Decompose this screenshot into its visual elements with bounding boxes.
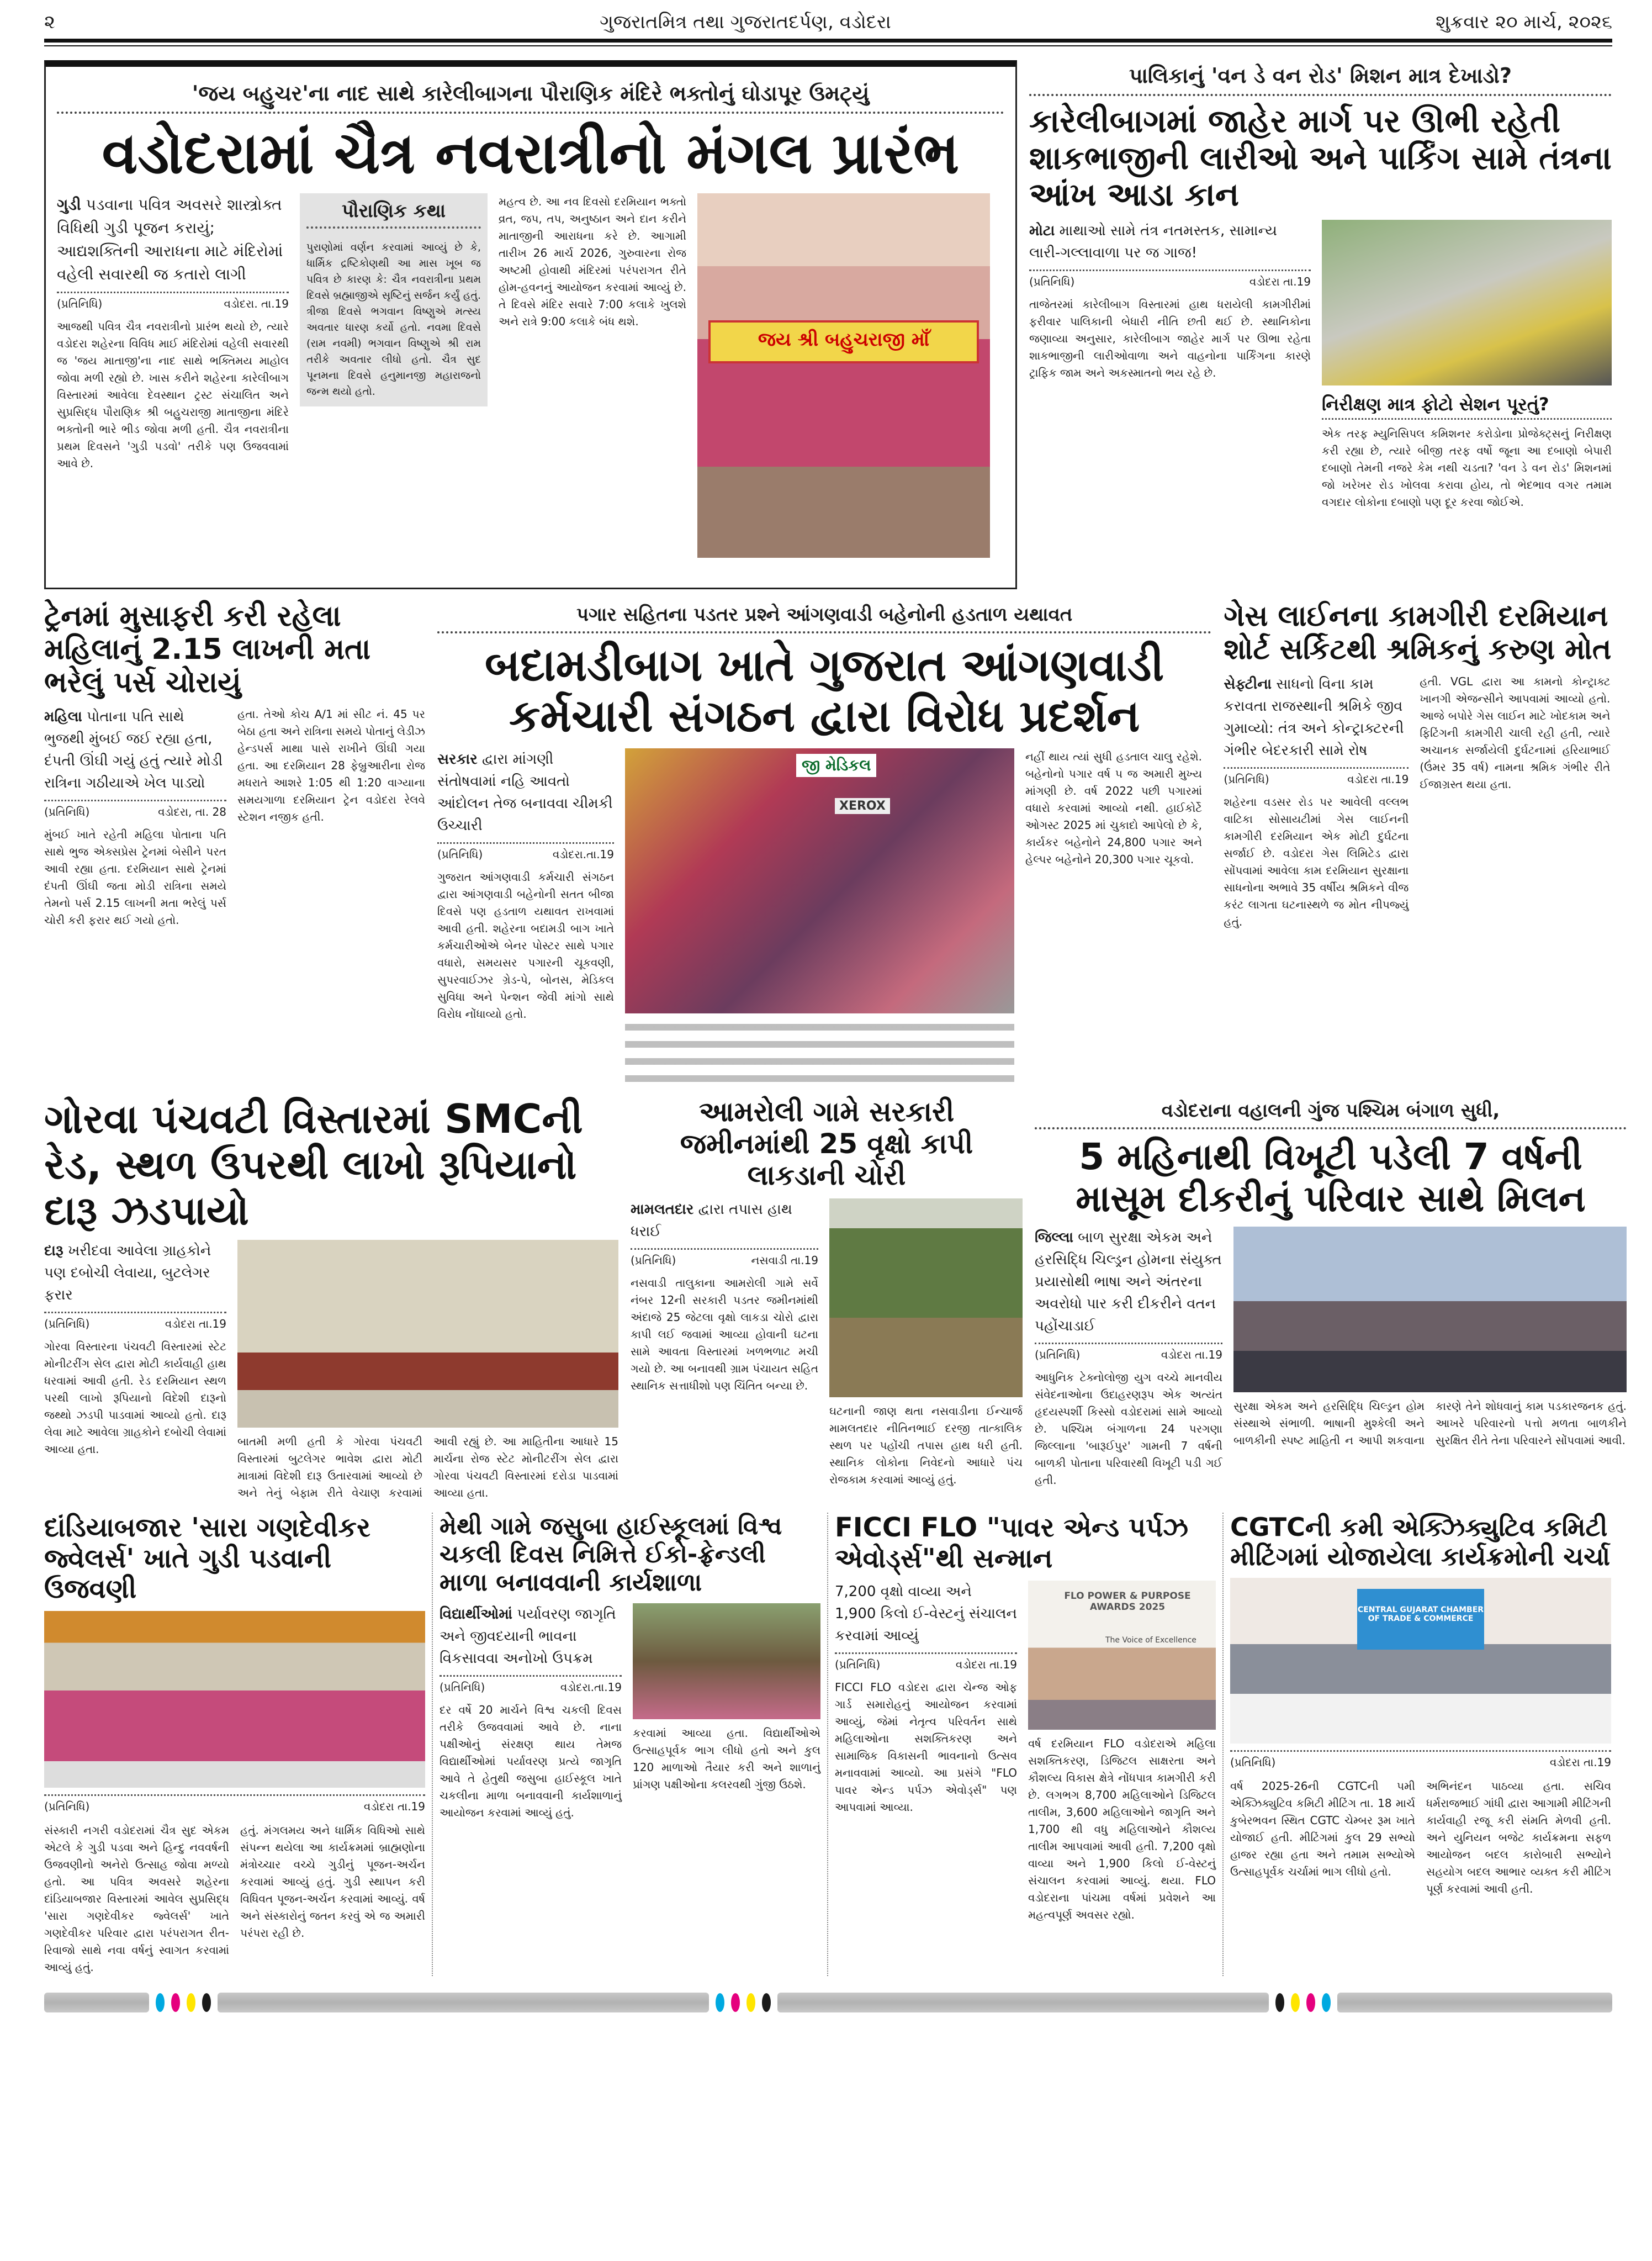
lead-bold: મામલતદાર bbox=[631, 1201, 694, 1218]
dateline-source: (પ્રતિનિધિ) bbox=[1035, 1348, 1081, 1361]
lead: દ્વારા માંગણી સંતોષવામાં નહિ આવતો આંદોલન તેજ બનાવવા ચીમકી ઉચ્ચારી bbox=[437, 751, 613, 834]
body-text-2: હતા. તેઓ કોચ A/1 માં સીટ નં. 45 પર બેઠા હતા અને રાત્રિના સમયે પોતાનું લેડીઝ હેન્ડપર્સ માથા પાસે રાખીને ઊંઘી ગયા હતા. આ દરમિયાન 28 ફેબ્રુઆરીના રોજ મધરાતે આશરે 1:05 થી 1:20 વાગ્યાના સમયગાળા દરમિયાન ટ્રેન વડોદરા રેલવે સ્ટેશન નજીક હતી. bbox=[237, 707, 425, 824]
dateline-place: નસવાડી તા.19 bbox=[751, 1253, 818, 1267]
dateline-source: (પ્રતિનિધિ) bbox=[57, 297, 103, 310]
dateline-place: વડોદરા તા.19 bbox=[1161, 1348, 1222, 1361]
kicker: પાલિકાનું 'વન ડે વન રોડ' મિશન માત્ર દેખાડો? bbox=[1029, 60, 1612, 96]
sidebar-body: પુરાણોમાં વર્ણન કરવામાં આવ્યું છે કે, ધાર્મિક દ્રષ્ટિકોણથી આ માસ ખૂબ જ પવિત્ર છે કારણ કે: ચૈત્ર નવરાત્રીના પ્રથમ દિવસે બ્રહ્માજીએ સૃષ્ટિનું સર્જન કર્યું હતું. ત્રીજા દિવસે ભગવાન વિષ્ણુએ મત્સ્ય અવતાર ધારણ કર્યો હતો. નવમા દિવસે (રામ નવમી) ભગવાન વિષ્ણુએ શ્રી રામ તરીકે અવતાર લીધો હતો. ચૈત્ર સુદ પૂનમના દિવસે હનુમાનજી મહારાજનો જન્મ થયો હતો. bbox=[306, 241, 481, 398]
sidebar-title: પૌરાણિક કથા bbox=[306, 200, 481, 229]
shop-sign-2: XEROX bbox=[835, 798, 890, 814]
award-caption: The Voice of Excellence bbox=[1105, 1635, 1196, 1645]
magenta-mark bbox=[1306, 1993, 1315, 2012]
body-text: ગોરવા વિસ્તારના પંચવટી વિસ્તારમાં સ્ટેટ મોનીટરીંગ સેલ દ્વારા મોટી કાર્યવાહી હાથ ધરવામાં આવી હતી. રેડ દરમિયાન સ્થળ પરથી લાખો રૂપિયાનો વિદેશી દારૂનો જથ્થો ઝડપી પાડવામાં આવ્યો હતો. દારૂ લેવા માટે આવેલા ગ્રાહકોને દબોચી લેવામાં આવ્યા હતા. bbox=[44, 1340, 226, 1456]
body-text: વર્ષ 2025-26ની CGTCની ૫મી એક્ઝિક્યુટિવ કમિટી મીટિંગ તા. 18 માર્ચ કુબેરભવન સ્થિત CGTC ચેમ્બર રૂમ ખાતે યોજાઈ હતી. મીટિંગમાં કુલ 29 સભ્યો હાજર રહ્યા હતા અને તમામ સભ્યોએ ઉત્સાહપૂર્વક ચર્ચામાં ભાગ લીધો હતો. bbox=[1230, 1779, 1415, 1879]
lead-bold: મહિલા bbox=[44, 709, 82, 726]
body-text: FICCI FLO વડોદરા દ્વારા ચેન્જ ઓફ ગાર્ડ સમારોહનું આયોજન કરવામાં આવ્યું, જેમાં નેતૃત્વ પરિવર્તન સાથે મહિલાઓના સશક્તિકરણ અને સામાજિક વિકાસની ભાવનાનો ઉત્સવ મનાવવામાં આવ્યો. આ પ્રસંગે "FLO પાવર એન્ડ પર્પઝ એવોર્ડ્સ" પણ આપવામાં આવ્યા. bbox=[835, 1680, 1017, 1814]
dateline-place: વડોદરા તા.19 bbox=[1249, 275, 1311, 289]
body-text: દર વર્ષે 20 માર્ચને વિશ્વ ચકલી દિવસ તરીકે ઉજવવામાં આવે છે. નાના પક્ષીઓનું સંરક્ષણ થાય તેમજ વિદ્યાર્થીઓમાં પર્યાવરણ પ્રત્યે જાગૃતિ આવે તે હેતુથી જસુબા હાઈસ્કૂલ ખાતે ચકલીના માળા બનાવવાની કાર્યશાળાનું આયોજન કરવામાં આવ્યું હતું. bbox=[440, 1703, 622, 1820]
body-text-2: હતું. મંગલમય અને ધાર્મિક વિધિઓ સાથે સંપન્ન થયેલા આ કાર્યક્રમમાં બ્રાહ્મણોના મંત્રોચ્ચાર વચ્ચે ગુડીનું પૂજન-અર્ચન કરવામાં આવ્યું હતું. ગુડી સ્થાપન કરી વિધિવત પૂજન-અર્ચન કરવામાં આવ્યું. વર્ષ અને સંસ્કારોનું જતન કરવું એ જ અમારી પરંપરા રહી છે. bbox=[240, 1823, 425, 1940]
lead-bold: જિલ્લા bbox=[1035, 1229, 1074, 1246]
headline: કારેલીબાગમાં જાહેર માર્ગ પર ઊભી રહેતી શાકભાજીની લારીઓ અને પાર્કિંગ સામે તંત્રના આંખ આડા કાન bbox=[1029, 102, 1612, 214]
article-sparrow-day bbox=[440, 1513, 820, 1821]
registration-bar bbox=[44, 1993, 149, 2012]
award-photo bbox=[1028, 1581, 1216, 1730]
headline: FICCI FLO "પાવર એન્ડ પર્પઝ એવોર્ડ્સ"થી સન્માન bbox=[835, 1512, 1189, 1574]
lead-bold: દારૂ bbox=[44, 1243, 63, 1260]
lead: માથાઓ સામે તંત્ર નતમસ્તક, સામાન્ય લારી-ગલ્લાવાળા પર જ ગાજ! bbox=[1029, 223, 1277, 262]
celebration-photo bbox=[44, 1611, 425, 1788]
body-text: સંસ્કારી નગરી વડોદરામાં ચૈત્ર સુદ એકમ એટલે કે ગુડી પડવા અને હિન્દુ નવવર્ષની ઉજવણીનો અનેરો ઉત્સાહ જોવા મળ્યો હતો. આ પવિત્ર અવસરે શહેરના દાંડિયાબજાર વિસ્તારમાં આવેલ સુપ્રસિદ્ધ 'સારા ગણદેવીકર જ્વેલર્સ' ખાતે ગણદેવીકર પરિવાર દ્વારા પરંપરાગત રીત-રિવાજો સાથે નવા વર્ષનું સ્વાગત કરવામાં આવ્યું હતું. bbox=[44, 1823, 229, 1974]
print-registration-strip bbox=[44, 1993, 1612, 2012]
body-text: ગુજરાત આંગણવાડી કર્મચારી સંગઠન દ્વારા આંગણવાડી બહેનોની સતત બીજા દિવસે પણ હડતાળ યથાવત રાખવામાં આવી હતી. શહેરના બદામડી બાગ ખાતે કર્મચારીઓએ બેનર પોસ્ટર સાથે પગાર વધારો, સમયસર પગારની ચૂકવણી, સુપરવાઈઝર ગ્રેડ-પે, બોનસ, મેડિકલ સુવિધા અને પેન્શન જેવી માંગો સાથે વિરોધ નોંધાવ્યો હતો. bbox=[437, 870, 614, 1021]
headline: દાંડિયાબજાર 'સારા ગણદેવીકર જ્વેલર્સ' ખાતે ગુડી પડવાની ઉજવણી bbox=[44, 1512, 370, 1604]
kicker: 'જય બહુચર'ના નાદ સાથે કારેલીબાગના પૌરાણિક મંદિરે ભક્તોનું ઘોડાપૂર ઉમટ્યું bbox=[57, 78, 1004, 114]
meeting-photo bbox=[1230, 1578, 1611, 1744]
meeting-banner: CENTRAL GUJARAT CHAMBER OF TRADE & COMMERCE bbox=[1357, 1589, 1484, 1650]
article-ficci-flo bbox=[835, 1513, 1216, 1923]
headline: મેથી ગામે જસુબા હાઈસ્કૂલમાં વિશ્વ ચકલી દિવસ નિમિત્તે ઈકો-ફ્રેન્ડલી માળા બનાવવાની કાર્યશાળા bbox=[440, 1512, 782, 1597]
registration-bar bbox=[777, 1993, 1269, 2012]
registration-bar bbox=[218, 1993, 709, 2012]
headline: CGTCની કમી એક્ઝિક્યુટિવ કમિટી મીટિંગમાં યોજાયેલા કાર્યક્રમોની ચર્ચા bbox=[1230, 1512, 1611, 1572]
lead: પોતાના પતિ સાથે ભુજથી મુંબઈ જઈ રહ્યા હતા, દંપતી ઊંઘી ગયું હતું ત્યારે મોડી રાત્રિના ગઠીયાએ ખેલ પાડ્યો bbox=[44, 709, 223, 792]
lead: પર્યાવરણ જાગૃતિ અને જીવદયાની ભાવના વિકસાવવા અનોખો ઉપક્રમ bbox=[440, 1606, 616, 1667]
article-train-theft bbox=[44, 600, 425, 929]
body-text: આજથી પવિત્ર ચૈત્ર નવરાત્રીનો પ્રારંભ થયો છે, ત્યારે વડોદરા શહેરના વિવિધ માઈ મંદિરોમાં વહેલી સવારથી જ 'જય માતાજી'ના નાદ સાથે ભક્તિમય માહોલ જોવા મળી રહ્યો છે. ખાસ કરીને શહેરના કારેલીબાગ વિસ્તારમાં આવેલા દેવસ્થાન ટ્રસ્ટ સંચાલિત અને સુપ્રસિદ્ધ પૌરાણિક શ્રી બહુચરાજી માતાજીના મંદિરે ભક્તોની ભારે ભીડ જોવા મળી હતી. ચૈત્ર નવરાત્રીના પ્રથમ દિવસને 'ગુડી પડવો' તરીકે પણ ઉજવવામાં આવે છે. bbox=[57, 319, 289, 470]
body-text-columns bbox=[625, 1019, 1014, 1085]
headline: બદામડીબાગ ખાતે ગુજરાત આંગણવાડી કર્મચારી સંગઠન દ્વારા વિરોધ પ્રદર્શન bbox=[485, 640, 1164, 742]
page-header bbox=[44, 6, 1612, 43]
body-text-2: મહત્વ છે. આ નવ દિવસો દરમિયાન ભક્તો વ્રત, જપ, તપ, અનુષ્ઠાન અને દાન કરીને માતાજીની આરાધના કરે છે. આગામી તારીખ 26 માર્ચ 2026, ગુરુવારના રોજ અષ્ટમી હોવાથી મંદિરમાં પરંપરાગત રીતે હોમ-હવનનું આયોજન કરવામાં આવ્યું છે. તે દિવસે મંદિર સવારે 7:00 કલાકે ખુલશે અને રાત્રે 9:00 કલાકે બંધ થશે. bbox=[499, 194, 686, 328]
black-mark bbox=[762, 1993, 771, 2012]
publication-name: ગુજરાતમિત્ર તથા ગુજરાતદર્પણ, વડોદરા bbox=[600, 11, 891, 33]
body-text: શહેરના વડસર રોડ પર આવેલી વલ્લભ વાટિકા સોસાયટીમાં ગેસ લાઈનની કામગીરી દરમિયાન એક મોટી દુર્ઘટના સર્જાઈ છે. વડોદરા ગેસ લિમિટેડ દ્વારા સોંપવામાં આવેલા કામ દરમિયાન સુરક્ષાના સાધનોના અભાવે 35 વર્ષીય શ્રમિકને વીજ કરંટ લાગતા ઘટનાસ્થળે જ મોત નીપજ્યું હતું. bbox=[1224, 795, 1409, 928]
headline: ગેસ લાઈનના કામગીરી દરમિયાન શોર્ટ સર્કિટથી શ્રમિકનું કરુણ મોત bbox=[1224, 600, 1612, 666]
body-text: તાજેતરમાં કારેલીબાગ વિસ્તારમાં હાથ ધરાયેલી કામગીરીમાં ફરીવાર પાલિકાની બેધારી નીતિ છતી થઈ છે. સ્થાનિકોના જણાવ્યા અનુસાર, કારેલીબાગ જાહેર માર્ગ પર ઊભા રહેતા શાકભાજીની લારીઓવાળા અને વાહનોના પાર્કિંગના કારણે ટ્રાફિક જામ અને અકસ્માતનો ભય રહે છે. bbox=[1029, 298, 1311, 380]
reunion-photo bbox=[1233, 1227, 1627, 1392]
body-text: આધુનિક ટેક્નોલોજી યુગ વચ્ચે માનવીય સંવેદનાઓના ઉદાહરણરૂપ એક અત્યંત હૃદયસ્પર્શી કિસ્સો વડોદરામાં સામે આવ્યો છે. પશ્ચિમ બંગાળના 24 પરગણા જિલ્લાના 'બારૂઈપુર' ગામની 7 વર્ષની બાળકી પોતાના પરિવારથી વિખૂટી પડી ગઈ હતી. bbox=[1035, 1370, 1222, 1487]
article-gudi-padwa bbox=[44, 1513, 425, 1976]
row-3 bbox=[44, 1096, 1627, 1502]
lead: દ્વારા તપાસ હાથ ધરાઈ bbox=[631, 1201, 792, 1240]
page-number: ૨ bbox=[44, 11, 55, 33]
dateline-source: (પ્રતિનિધિ) bbox=[44, 1799, 90, 1813]
dateline-source: (પ્રતિનિધિ) bbox=[1224, 772, 1269, 786]
cyan-mark bbox=[1322, 1993, 1331, 2012]
article-smc-raid bbox=[44, 1096, 618, 1502]
cyan-mark bbox=[156, 1993, 165, 2012]
sidebar-legend bbox=[300, 193, 488, 406]
headline: ટ્રેનમાં મુસાફરી કરી રહેલા મહિલાનું 2.15 લાખની મતા ભરેલું પર્સ ચોરાયું bbox=[44, 600, 371, 699]
lead: બાળ સુરક્ષા એકમ અને હરસિદ્ધિ ચિલ્ડ્રન હોમના સંયુક્ત પ્રયાસોથી ભાષા અને અંતરના અવરોધો પાર કરી દીકરીને વતન પહોંચાડાઈ bbox=[1035, 1229, 1222, 1334]
lead: સાધનો વિના કામ કરાવતા રાજસ્થાની શ્રમિકે જીવ ગુમાવ્યો: તંત્ર અને કોન્ટ્રાક્ટરની ગંભીર બેદરકારી સામે રોષ bbox=[1224, 675, 1404, 759]
dateline-place: વડોદરા તા.19 bbox=[955, 1657, 1017, 1671]
kicker: પગાર સહિતના પડતર પ્રશ્ને આંગણવાડી બહેનોની હડતાળ યથાવત bbox=[437, 600, 1211, 633]
row-1 bbox=[44, 60, 1612, 589]
body-text-2: એક તરફ મ્યુનિસિપલ કમિશનર કરોડોના પ્રોજેક્ટ્સનું નિરીક્ષણ કરી રહ્યા છે, ત્યારે બીજી તરફ વર્ષો જૂના આ દબાણો બેપારી દબાણો તેમની નજરે કેમ નથી ચડતા? 'વન ડે વન રોડ' મિશનમાં જો ખરેખર રોડ ખોલવા કરાવા હોય, તો ભેદભાવ વગર તમામ વગદાર લોકોના દબાણો પણ દૂર કરવા જોઈએ. bbox=[1322, 426, 1612, 509]
body-text-2: સુરક્ષા એકમ અને હરસિદ્ધિ ચિલ્ડ્રન હોમ સંસ્થાએ સંભાળી. ભાષાની મુશ્કેલી અને બાળકીની સ્પષ્ટ માહિતી ન આપી શકવાના કારણે તેને શોધવાનું કામ પડકારજનક હતું. આખરે પરિવારનો પત્તો મળતા બાળકીને સુરક્ષિત રીતે તેના પરિવારને સોંપવામાં આવી. bbox=[1233, 1399, 1627, 1447]
kicker: વડોદરાના વહાલની ગુંજ પશ્ચિમ બંગાળ સુધી, bbox=[1035, 1096, 1627, 1129]
issue-date: શુક્રવાર ૨૦ માર્ચ, ૨૦૨૬ bbox=[1436, 11, 1612, 33]
dateline-place: વડોદરા.તા.19 bbox=[552, 848, 614, 861]
body-text: મુંબઈ ખાતે રહેતી મહિલા પોતાના પતિ સાથે ભુજ એક્સપ્રેસ ટ્રેનમાં બેસીને પરત આવી રહ્યા હતા. દરમિયાન સાથે ટ્રેનમાં દંપતી ઊંઘી જતા મોડી રાત્રિના સમયે તેમનો પર્સ 2.15 લાખની મતા ભરેલું પર્સ ચોરી કરી ફરાર થઈ ગયો હતો. bbox=[44, 828, 226, 927]
protest-photo bbox=[625, 748, 1014, 1013]
body-text: નસવાડી તાલુકાના આમરોલી ગામે સર્વે નંબર 12ની સરકારી પડતર જમીનમાંથી અંદાજે 25 જેટલા વૃક્ષો લાકડા ચોરો દ્વારા કાપી લઈ જવામાં આવ્યા હોવાની ઘટના સામે આવતા વિસ્તારમાં ખળભળાટ મચી ગયો છે. આ બનાવથી ગ્રામ પંચાયત સહિત સ્થાનિક સત્તાધીશો પણ ચિંતિત બન્યા છે. bbox=[631, 1276, 818, 1392]
dateline-source: (પ્રતિનિધિ) bbox=[1230, 1756, 1276, 1769]
headline: ગોરવા પંચવટી વિસ્તારમાં SMCની રેડ, સ્થળ ઉપરથી લાખો રૂપિયાનો દારૂ ઝડપાયો bbox=[44, 1096, 583, 1234]
row-2 bbox=[44, 600, 1612, 1085]
headline: આમરોલી ગામે સરકારી જમીનમાંથી 25 વૃક્ષો કાપી લાકડાની ચોરી bbox=[680, 1096, 973, 1191]
black-mark bbox=[202, 1993, 211, 2012]
shop-sign: જી મેડિકલ bbox=[796, 754, 876, 777]
lead-bold: વિદ્યાર્થીઓમાં bbox=[440, 1606, 513, 1623]
headline: વડોદરામાં ચૈત્ર નવરાત્રીનો મંગલ પ્રારંભ bbox=[102, 119, 960, 187]
dateline-source: (પ્રતિનિધિ) bbox=[440, 1681, 485, 1694]
body-text-2: કરવામાં આવ્યા હતા. વિદ્યાર્થીઓએ ઉત્સાહપૂર્વક ભાગ લીધો હતો અને કુલ 120 માળાઓ તૈયાર કરી અને શાળાનું પ્રાંગણ પક્ષીઓના કલરવથી ગુંજી ઉઠશે. bbox=[633, 1726, 820, 1792]
yellow-mark bbox=[746, 1993, 755, 2012]
headline: 5 મહિનાથી વિખૂટી પડેલી 7 વર્ષની માસૂમ દીકરીનું પરિવાર સાથે મિલન bbox=[1076, 1135, 1586, 1220]
article-gas-line bbox=[1224, 600, 1612, 931]
magenta-mark bbox=[731, 1993, 740, 2012]
dateline-source: (પ્રતિનિધિ) bbox=[631, 1253, 676, 1267]
magenta-mark bbox=[171, 1993, 180, 2012]
article-navratri bbox=[44, 60, 1017, 589]
yellow-mark bbox=[1291, 1993, 1300, 2012]
dateline-source: (પ્રતિનિધિ) bbox=[835, 1657, 881, 1671]
body-text-2: વર્ષ દરમિયાન FLO વડોદરાએ મહિલા સશક્તિકરણ, ડિજિટલ સાક્ષરતા અને કૌશલ્ય વિકાસ ક્ષેત્રે નોંધપાત્ર કામગીરી કરી છે. લગભગ 8,700 મહિલાઓને ડિજિટલ તાલીમ, 3,600 મહિલાઓને જાગૃતિ અને 1,700 થી વધુ મહિલાઓને કૌશલ્ય તાલીમ આપવામાં આવી હતી. 7,200 વૃક્ષો વાવ્યા અને 1,900 કિલો ઈ-વેસ્ટનું સંચાલન કરવામાં આવ્યું. થયા. FLO વડોદરાના પાંચમા વર્ષમાં પ્રવેશને આ મહત્વપૂર્ણ અવસર રહ્યો. bbox=[1028, 1736, 1216, 1921]
lead-bold: મોટા bbox=[1029, 223, 1055, 240]
dateline-place: વડોદરા તા.19 bbox=[363, 1799, 425, 1813]
yellow-mark bbox=[187, 1993, 195, 2012]
cyan-mark bbox=[716, 1993, 724, 2012]
dateline-place: વડોદરા, તા. 28 bbox=[158, 805, 226, 819]
lead-bold: સરકાર bbox=[437, 751, 478, 768]
article-tree-theft bbox=[631, 1096, 1023, 1488]
dateline-source: (પ્રતિનિધિ) bbox=[44, 805, 90, 819]
award-title: FLO POWER & PURPOSE AWARDS 2025 bbox=[1064, 1590, 1191, 1613]
body-text-2: નહીં થાય ત્યાં સુધી હડતાલ ચાલુ રહેશે. બહેનોનો પગાર વર્ષ ૫ જ અમારી મુખ્ય માંગણી છે. વર્ષ 2022 પછી પગારમાં વધારો કરવામાં આવ્યો નથી. હાઈકોર્ટે ઓગસ્ટ 2025 માં ચુકાદો આપેલો છે કે, કાર્યકર બહેનોને 24,800 પગાર અને હેલ્પર બહેનોને 20,300 પગાર ચૂકવો. bbox=[1025, 750, 1202, 866]
dateline-source: (પ્રતિનિધિ) bbox=[437, 848, 483, 861]
dateline-place: વડોદરા તા.19 bbox=[1549, 1756, 1611, 1769]
raid-photo bbox=[237, 1240, 618, 1428]
body-text-2: ઘટનાની જાણ થતા નસવાડીના ઈન્ચાર્જ મામલતદાર નીતિનભાઈ દરજી તાત્કાલિક સ્થળ પર પહોંચી તપાસ હાથ ધરી હતી. સ્થાનિક લોકોના નિવેદનો આધારે પંચ રોજકામ કરવામાં આવ્યું હતું. bbox=[829, 1404, 1023, 1486]
temple-banner: જય શ્રી બહુચરાજી માઁ bbox=[708, 320, 979, 363]
article-vegetable-carts bbox=[1029, 60, 1612, 511]
lead: પડવાના પવિત્ર અવસરે શાસ્ત્રોક્ત વિધિથી ગુડી પૂજન કરાયું; આદ્યશક્તિની આરાધના માટે મંદિરોમાં વહેલી સવારથી જ કતારો લાગી bbox=[57, 195, 283, 283]
dateline-place: વડોદરા.તા.19 bbox=[560, 1681, 622, 1694]
article-cgtc bbox=[1230, 1513, 1611, 1898]
subhead: નિરીક્ષણ માત્ર ફોટો સેશન પૂરતું? bbox=[1322, 391, 1612, 420]
dateline-place: વડોદરા તા.19 bbox=[165, 1317, 226, 1331]
article-reunion bbox=[1035, 1096, 1627, 1489]
dateline-place: વડોદરા. તા.19 bbox=[224, 297, 289, 310]
column-divider bbox=[827, 1513, 828, 1976]
lead-bold: સેફ્ટીના bbox=[1224, 675, 1272, 693]
body-text-2: અભિનંદન પાઠવ્યા હતા. સચિવ ધર્મરાજભાઈ ગાંધી દ્વારા આગામી મીટિંગની કાર્યવાહી રજૂ કરી સંમતિ મેળવી હતી. અને યુનિયન બજેટ કાર્યક્રમના સફળ આયોજન બદલ કારોબારી સભ્યોને સહયોગ બદલ આભાર વ્યક્ત કરી મીટિંગ પૂર્ણ કરવામાં આવી હતી. bbox=[1426, 1779, 1611, 1896]
lead: 7,200 વૃક્ષો વાવ્યા અને 1,900 કિલો ઈ-વેસ્ટનું સંચાલન કરવામાં આવ્યું bbox=[835, 1583, 1017, 1644]
street-photo bbox=[1322, 220, 1612, 385]
body-text-2: હતી. VGL દ્વારા આ કામનો કોન્ટ્રાક્ટ ખાનગી એજન્સીને આપવામાં આવ્યો હતો. આજે બપોરે ગેસ લાઈન માટે ખોદકામ અને ફિટિંગની કામગીરી ચાલી રહી હતી, ત્યારે અચાનક સર્જાયેલી દુર્ઘટનામાં હરિયાભાઈ (ઉંમર 35 વર્ષ) નામના શ્રમિક ગંભીર રીતે ઈજાગ્રસ્ત થયા હતા. bbox=[1420, 674, 1611, 791]
dateline-source: (પ્રતિનિધિ) bbox=[44, 1317, 90, 1331]
article-anganwadi bbox=[437, 600, 1211, 1085]
column-divider bbox=[432, 1513, 433, 1976]
lead-bold: ગુડી bbox=[57, 195, 81, 214]
row-4 bbox=[44, 1513, 1612, 1976]
body-text-2: બાતમી મળી હતી કે ગોરવા પંચવટી વિસ્તારમાં બુટલેગર ભાવેશ દ્વારા મોટી માત્રામાં વિદેશી દારૂ ઉતારવામાં આવ્યો છે અને તેનું બેફામ રીતે વેચાણ કરવામાં આવી રહ્યું છે. આ માહિતીના આધારે 15 માર્ચના રોજ સ્ટેટ મોનીટરીંગ સેલ દ્વારા ગોરવા પંચવટી વિસ્તારમાં દરોડા પાડવામાં આવ્યા હતા. bbox=[237, 1435, 618, 1500]
temple-photo bbox=[697, 193, 990, 558]
dateline-source: (પ્રતિનિધિ) bbox=[1029, 275, 1075, 289]
bird-nest-photo bbox=[633, 1603, 820, 1719]
dateline-place: વડોદરા તા.19 bbox=[1347, 772, 1409, 786]
column-divider bbox=[1222, 1513, 1224, 1976]
felled-trees-photo bbox=[829, 1198, 1023, 1397]
black-mark bbox=[1275, 1993, 1284, 2012]
registration-bar bbox=[1337, 1993, 1612, 2012]
lead: ખરીદવા આવેલા ગ્રાહકોને પણ દબોચી લેવાયા, બુટલેગર ફરાર bbox=[44, 1243, 211, 1304]
